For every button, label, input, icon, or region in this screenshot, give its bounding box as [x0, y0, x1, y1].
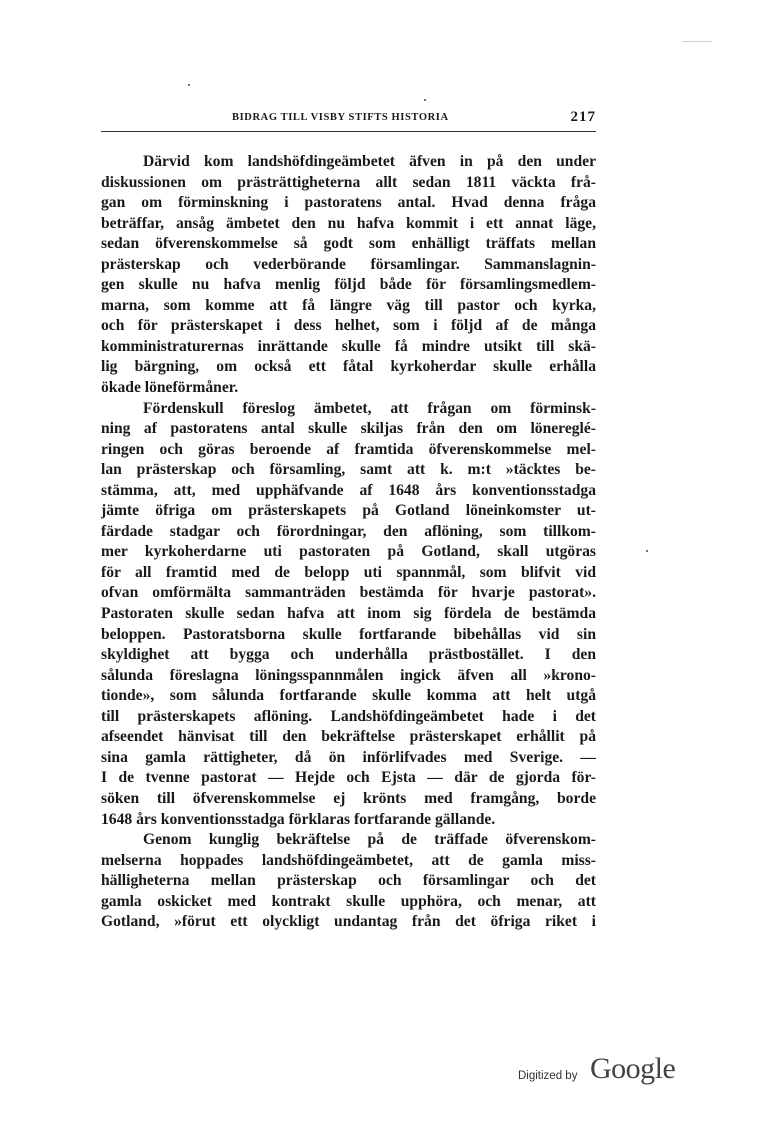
text-line: sålunda föreslagna löningsspannmålen ingick äfven all »krono- [101, 666, 596, 684]
text-line: mer kyrkoherdarne uti pastoraten på Gotland, skall utgöras [101, 543, 596, 561]
text-line: gan om förminskning i pastoratens antal. Hvad denna fråga [101, 194, 596, 212]
text-line: Fördenskull föreslog ämbetet, att frågan om förminsk- [143, 399, 596, 417]
text-line: I de tvenne pastorat — Hejde och Ejsta — där de gjorda för- [101, 769, 596, 787]
text-line: till prästerskapets aflöning. Landshöfdingeämbetet hade i det [101, 707, 596, 725]
page-header [101, 110, 596, 128]
text-line: lan prästerskap och församling, samt att k. m:t »täcktes be- [101, 461, 596, 479]
text-line: gen skulle nu hafva menlig följd både för församlingsmedlem- [101, 276, 596, 294]
text-line: sina gamla rättigheter, då ön införlifvades med Sverige. — [101, 748, 596, 766]
body-text [101, 152, 596, 933]
paper-speck [188, 84, 190, 86]
text-line: Därvid kom landshöfdingeämbetet äfven in på den under [143, 153, 596, 170]
text-line: beloppen. Pastoratsborna skulle fortfarande bibehållas vid sin [101, 625, 596, 643]
text-line: sedan öfverenskommelse så godt som enhälligt träffats mellan [101, 235, 596, 253]
text-line: och för prästerskapet i dess helhet, som i följd af de många [101, 317, 596, 335]
paper-speck [646, 550, 648, 552]
text-line: diskussionen om prästrättigheterna allt sedan 1811 väckta frå- [101, 173, 596, 191]
paper-speck [424, 99, 426, 101]
text-line: stämma, att, med upphäfvande af 1648 års konventionsstadga [101, 481, 596, 499]
text-line: lig bärgning, om också ett fåtal kyrkoherdar skulle erhålla [101, 358, 596, 376]
text-line: marna, som komme att få längre väg till pastor och kyrka, [101, 296, 596, 314]
text-line: 1648 års konventionsstadga förklaras fortfarande gällande. [101, 810, 496, 828]
header-rule [101, 131, 596, 132]
text-line: gamla oskicket med kontrakt skulle upphöra, och menar, att [101, 892, 596, 910]
text-line: prästerskap och vederbörande församlingar. Sammanslagnin- [101, 255, 596, 273]
text-line: afseendet hänvisat till den bekräftelse prästerskapet erhållit på [101, 728, 596, 746]
text-line: färdade stadgar och förordningar, den aflöning, som tillkom- [101, 522, 596, 540]
text-line: melserna hoppades landshöfdingeämbetet, att de gamla miss- [101, 851, 596, 869]
margin-mark [682, 41, 712, 42]
digitized-by-label: Digitized by [518, 1070, 578, 1082]
text-line: ofvan omförmälta sammanträden bestämda för hvarje pastorat». [101, 584, 596, 602]
text-line: Genom kunglig bekräftelse på de träffade öfverenskom- [143, 831, 596, 849]
text-line: ning af pastoratens antal skulle skiljas från den om lönereglé- [101, 420, 596, 438]
text-line: skyldighet att bygga och underhålla prästbostället. I den [101, 646, 596, 664]
text-line: söken till öfverenskommelse ej krönts med framgång, borde [101, 789, 596, 807]
text-line: tionde», som sålunda fortfarande skulle komma att helt utgå [101, 687, 596, 705]
text-line: komministraturernas inrättande skulle få mindre utsikt till skä- [101, 337, 596, 355]
text-line: Gotland, »förut ett olyckligt undantag från det öfriga riket i [101, 913, 596, 931]
text-line: Pastoraten skulle sedan hafva att inom sig fördela de bestämda [101, 605, 596, 623]
text-line: hälligheterna mellan prästerskap och församlingar och det [101, 872, 596, 890]
text-line: jämte öfriga om prästerskapets på Gotland löneinkomster ut- [101, 502, 596, 520]
text-line: ökade löneförmåner. [101, 379, 239, 397]
page-number: 217 [570, 109, 596, 125]
text-line: för all framtid med de belopp uti spannmål, som blifvit vid [101, 563, 596, 581]
running-head: BIDRAG TILL VISBY STIFTS HISTORIA [232, 112, 449, 123]
text-line: ringen och göras beroende af framtida öfverenskommelse mel- [101, 440, 596, 458]
google-logo: Google [590, 1052, 676, 1085]
text-line: beträffar, ansåg ämbetet den nu hafva kommit i ett annat läge, [101, 214, 596, 232]
